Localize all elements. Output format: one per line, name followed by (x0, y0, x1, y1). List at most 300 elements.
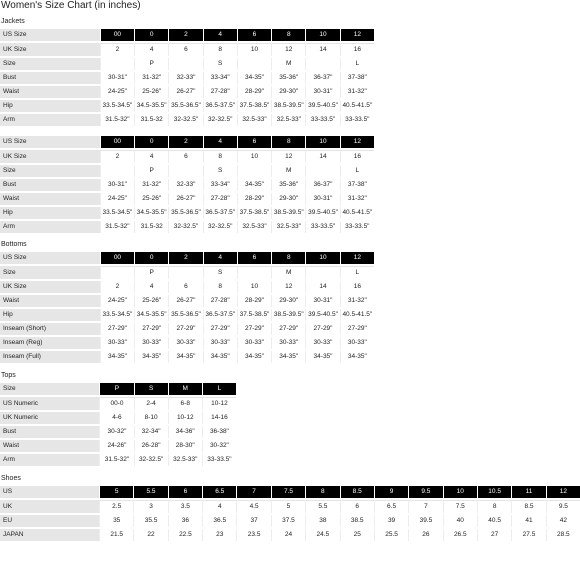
table-cell: 40.5-41.5" (340, 207, 374, 219)
table-row (0, 426, 236, 438)
table-cell: 34-35" (237, 351, 271, 363)
table-cell: 12 (340, 252, 374, 264)
table-cell: 28.5 (546, 529, 580, 541)
table-cell: 12 (271, 281, 305, 293)
table-cell: 30-33" (340, 337, 374, 349)
table-cell: 32.5-33" (237, 221, 271, 233)
table-cell: 12 (271, 150, 305, 163)
table-cell: 2.5 (99, 500, 133, 513)
table-cell: 00 (100, 252, 134, 264)
table-cell: 33-34" (203, 179, 237, 191)
table-row (0, 266, 374, 279)
table-cell: 24-25" (100, 295, 134, 307)
table-row (0, 207, 374, 219)
table-cell: 8.5 (340, 486, 374, 498)
table-cell: 30-33" (271, 337, 305, 349)
table-cell: 6-8 (168, 397, 202, 410)
table-cell: 6 (168, 486, 202, 498)
table-cell: 38.5-39.5" (271, 309, 305, 321)
table-cell: 24 (271, 529, 305, 541)
table-cell: 7 (236, 486, 270, 498)
row-label: Arm (0, 221, 100, 233)
table-cell: 8 (203, 150, 237, 163)
table-cell: 35.5-36.5" (168, 100, 202, 112)
table-cell: 2 (100, 150, 134, 163)
row-label: Waist (0, 193, 100, 205)
table-cell: 26-27" (168, 193, 202, 205)
table-cell: 37-38" (340, 179, 374, 191)
table-cell: 33-34" (203, 72, 237, 84)
table-cell: 2 (100, 281, 134, 293)
table-cell: M (271, 165, 305, 177)
table-cell: 37 (236, 515, 270, 527)
row-label: US Numeric (0, 397, 99, 410)
table-cell: 9.5 (546, 500, 580, 513)
table-cell: 37.5-38.5" (237, 100, 271, 112)
table-cell: 33-33.5" (340, 221, 374, 233)
table-row (0, 43, 374, 56)
table-cell: 27-29" (271, 323, 305, 335)
table-cell: 12 (271, 43, 305, 56)
table-cell: 25.5 (374, 529, 408, 541)
table-cell: 34-35" (237, 72, 271, 84)
table-cell: 4 (203, 252, 237, 264)
table-cell: 30-33" (100, 337, 134, 349)
table-cell: 3.5 (168, 500, 202, 513)
table-cell: 2 (100, 43, 134, 56)
table-cell: 8-10 (134, 412, 168, 424)
table-cell: S (203, 165, 237, 177)
table-cell: 25-26" (134, 295, 168, 307)
table-cell: 40.5 (477, 515, 511, 527)
table-cell: L (340, 58, 374, 70)
table-cell: 31.5-32 (134, 221, 168, 233)
table-cell: 32.5-33" (168, 454, 202, 466)
table-cell: 34-35" (168, 351, 202, 363)
table-cell: 12 (340, 29, 374, 41)
table-cell: 30-33" (203, 337, 237, 349)
table-cell: 31.5-32" (100, 221, 134, 233)
table-cell: 14 (305, 43, 339, 56)
table-cell: 37.5 (271, 515, 305, 527)
table-cell: 31-32" (134, 179, 168, 191)
table-cell: 10 (305, 136, 339, 148)
table-cell: 33-33.5" (340, 114, 374, 126)
table-cell: 6 (168, 150, 202, 163)
table-cell: 36 (168, 515, 202, 527)
jackets-size-table (0, 27, 374, 128)
table-cell: 34.5-35.5" (134, 309, 168, 321)
table-cell: 41 (511, 515, 545, 527)
table-cell: 36.5-37.5" (203, 207, 237, 219)
table-cell: 00 (100, 136, 134, 148)
table-cell: 12 (546, 486, 580, 498)
table-cell: 24.5 (305, 529, 339, 541)
table-cell: 8 (203, 43, 237, 56)
table-row (0, 440, 236, 452)
table-cell: S (203, 58, 237, 70)
table-cell: 32-33" (168, 72, 202, 84)
table-cell: 2 (168, 136, 202, 148)
table-row (0, 150, 374, 163)
table-cell: 11 (511, 486, 545, 498)
table-cell: 32-32.5" (203, 221, 237, 233)
table-cell: 36-38" (202, 426, 236, 438)
table-cell: 6 (168, 43, 202, 56)
table-cell: 10 (305, 29, 339, 41)
table-cell: 32.5-33" (237, 114, 271, 126)
table-cell: 34-35" (203, 351, 237, 363)
table-cell: 10 (237, 150, 271, 163)
table-row (0, 351, 374, 363)
table-cell: 32-32.5" (134, 454, 168, 466)
table-cell: 27 (477, 529, 511, 541)
table-cell (237, 165, 271, 177)
table-cell (237, 58, 271, 70)
row-label: Inseam (Full) (0, 351, 100, 363)
row-label: Arm (0, 114, 100, 126)
table-cell: 32-33" (168, 179, 202, 191)
table-cell: 4 (134, 281, 168, 293)
table-cell: 24-25" (100, 193, 134, 205)
table-cell: 2-4 (134, 397, 168, 410)
table-cell: 00 (100, 29, 134, 41)
row-label: Waist (0, 295, 100, 307)
table-cell: 40.5-41.5" (340, 309, 374, 321)
table-cell: 6.5 (374, 500, 408, 513)
table-cell: 34-35" (305, 351, 339, 363)
table-cell: 31-32" (340, 193, 374, 205)
table-cell: 10 (237, 281, 271, 293)
table-cell: 24-25" (100, 86, 134, 98)
table-cell: 29-30" (271, 86, 305, 98)
table-cell: 34.5-35.5" (134, 100, 168, 112)
table-cell: 3 (133, 500, 167, 513)
table-cell: 33.5-34.5" (100, 207, 134, 219)
table-cell: 4 (202, 500, 236, 513)
table-cell: 0 (134, 252, 168, 264)
table-cell: 36.5-37.5" (203, 309, 237, 321)
table-row (0, 515, 580, 527)
row-label: JAPAN (0, 529, 99, 541)
table-cell: 30-31" (305, 193, 339, 205)
table-row (0, 529, 580, 541)
table-cell: 5.5 (133, 486, 167, 498)
table-cell: 32-32.5" (168, 221, 202, 233)
table-cell: P (134, 58, 168, 70)
table-cell: 38.5-39.5" (271, 100, 305, 112)
section-heading-shoes: Shoes (1, 475, 21, 482)
table-cell: 29-30" (271, 295, 305, 307)
bottoms-size-table (0, 250, 374, 365)
table-row (0, 29, 374, 41)
table-cell (100, 58, 134, 70)
table-cell: 30-33" (237, 337, 271, 349)
table-cell: 26-27" (168, 86, 202, 98)
table-row (0, 486, 580, 498)
table-cell (168, 266, 202, 279)
table-cell: L (340, 266, 374, 279)
table-cell: 30-31" (305, 295, 339, 307)
table-cell: 27-29" (134, 323, 168, 335)
table-cell: 26.5 (443, 529, 477, 541)
row-label: UK Size (0, 43, 100, 56)
table-cell: 7.5 (271, 486, 305, 498)
row-label: US (0, 486, 99, 498)
row-label: Waist (0, 440, 99, 452)
table-cell: 6 (237, 29, 271, 41)
row-label: Size (0, 165, 100, 177)
table-cell: 6.5 (202, 486, 236, 498)
table-cell: 35.5-36.5" (168, 309, 202, 321)
table-cell: 27-29" (305, 323, 339, 335)
table-cell: 23 (202, 529, 236, 541)
table-cell: 2 (168, 29, 202, 41)
table-cell (305, 266, 339, 279)
table-cell: 40.5-41.5" (340, 100, 374, 112)
table-cell: 4 (134, 150, 168, 163)
table-cell: 16 (340, 281, 374, 293)
table-cell: 6 (340, 500, 374, 513)
table-cell: 10.5 (477, 486, 511, 498)
table-row (0, 179, 374, 191)
table-cell: P (99, 383, 133, 395)
table-cell: 34.5-35.5" (134, 207, 168, 219)
table-row (0, 58, 374, 70)
table-cell: 39.5 (408, 515, 442, 527)
table-cell: 6 (237, 252, 271, 264)
table-cell: 27-29" (237, 323, 271, 335)
table-cell: 38.5 (340, 515, 374, 527)
section-heading-tops: Tops (1, 372, 16, 379)
table-cell: 34-35" (237, 179, 271, 191)
table-cell: 9.5 (408, 486, 442, 498)
table-cell: 8 (203, 281, 237, 293)
table-cell: 10 (305, 252, 339, 264)
table-cell: 30-32" (202, 440, 236, 452)
table-cell: 8 (477, 500, 511, 513)
table-cell: 37.5-38.5" (237, 309, 271, 321)
shoes-size-table (0, 484, 580, 543)
table-cell (168, 165, 202, 177)
table-cell (305, 58, 339, 70)
row-label: UK (0, 500, 99, 513)
table-row (0, 165, 374, 177)
row-label: US Size (0, 252, 100, 264)
table-row (0, 252, 374, 264)
row-label: Bust (0, 426, 99, 438)
table-cell: 4-6 (99, 412, 133, 424)
table-cell: 27.5 (511, 529, 545, 541)
table-cell: 27-29" (168, 323, 202, 335)
table-cell: 27-28" (203, 193, 237, 205)
table-cell: 31.5-32" (100, 114, 134, 126)
row-label: Hip (0, 100, 100, 112)
table-cell: 30-31" (305, 86, 339, 98)
table-cell: 10 (237, 43, 271, 56)
table-cell: 37.5-38.5" (237, 207, 271, 219)
table-cell: 34-36" (168, 426, 202, 438)
table-cell: 00-0 (99, 397, 133, 410)
table-cell: 30-31" (100, 72, 134, 84)
table-cell (237, 266, 271, 279)
table-cell: 34-35" (100, 351, 134, 363)
table-cell: 30-31" (100, 179, 134, 191)
table-cell: 27-28" (203, 295, 237, 307)
table-cell: 22 (133, 529, 167, 541)
table-cell: 37-38" (340, 72, 374, 84)
table-cell: 31-32" (134, 72, 168, 84)
section-heading-bottoms: Bottoms (1, 241, 27, 248)
table-cell: 7 (408, 500, 442, 513)
table-cell: M (271, 266, 305, 279)
table-cell: L (202, 383, 236, 395)
table-cell: 26-27" (168, 295, 202, 307)
table-cell: 8.5 (511, 500, 545, 513)
table-cell: 16 (340, 43, 374, 56)
row-label: Bust (0, 72, 100, 84)
page-title: Women's Size Chart (in inches) (1, 0, 141, 11)
table-cell: 39.5-40.5" (305, 309, 339, 321)
table-cell: 0 (134, 136, 168, 148)
table-cell: 27-29" (203, 323, 237, 335)
row-label: Size (0, 266, 100, 279)
table-row (0, 193, 374, 205)
table-cell: 32-32.5" (168, 114, 202, 126)
table-cell: 4.5 (236, 500, 270, 513)
table-cell: 35-36" (271, 179, 305, 191)
table-row (0, 323, 374, 335)
table-cell: 4 (203, 136, 237, 148)
table-cell (168, 58, 202, 70)
table-cell: 23.5 (236, 529, 270, 541)
table-cell: 33-33.5" (305, 114, 339, 126)
table-cell: P (134, 165, 168, 177)
table-cell: 7.5 (443, 500, 477, 513)
table-row (0, 221, 374, 233)
table-cell: 32.5-33" (271, 221, 305, 233)
second-size-table (0, 134, 374, 235)
table-cell: 35-36" (271, 72, 305, 84)
row-label: Arm (0, 454, 99, 466)
table-cell: 8 (271, 136, 305, 148)
table-cell: 22.5 (168, 529, 202, 541)
table-row (0, 281, 374, 293)
table-cell: 39 (374, 515, 408, 527)
table-row (0, 412, 236, 424)
table-cell: 12 (340, 136, 374, 148)
table-cell: 4 (203, 29, 237, 41)
table-cell: 34-35" (271, 351, 305, 363)
table-cell: M (271, 58, 305, 70)
table-cell: 5 (271, 500, 305, 513)
row-label: Size (0, 58, 100, 70)
table-cell: L (340, 165, 374, 177)
table-cell: 32-32.5" (203, 114, 237, 126)
table-row (0, 309, 374, 321)
row-label: Hip (0, 309, 100, 321)
table-row (0, 86, 374, 98)
table-cell: 5.5 (305, 500, 339, 513)
table-cell: 26-28" (134, 440, 168, 452)
table-cell: 33.5-34.5" (100, 309, 134, 321)
table-row (0, 500, 580, 513)
row-label: UK Numeric (0, 412, 99, 424)
row-label: US Size (0, 136, 100, 148)
table-cell: 34-35" (340, 351, 374, 363)
table-cell: 30-32" (99, 426, 133, 438)
table-row (0, 295, 374, 307)
table-cell: 24-26" (99, 440, 133, 452)
row-label: EU (0, 515, 99, 527)
table-cell: 10 (443, 486, 477, 498)
table-row (0, 72, 374, 84)
table-cell: 30-33" (168, 337, 202, 349)
table-cell: 31-32" (340, 295, 374, 307)
row-label: US Size (0, 29, 100, 41)
table-cell: 30-33" (305, 337, 339, 349)
table-cell: 8 (271, 252, 305, 264)
table-cell: 28-29" (237, 86, 271, 98)
row-label: Bust (0, 179, 100, 191)
table-cell: 36-37" (305, 72, 339, 84)
table-cell: 39.5-40.5" (305, 100, 339, 112)
table-cell: 33-33.5" (305, 221, 339, 233)
table-cell: 27-29" (340, 323, 374, 335)
table-cell: 36-37" (305, 179, 339, 191)
row-label: Inseam (Reg) (0, 337, 100, 349)
table-cell: 38.5-39.5" (271, 207, 305, 219)
table-row (0, 397, 236, 410)
table-cell: P (134, 266, 168, 279)
table-cell: 35.5 (133, 515, 167, 527)
table-cell: 31.5-32" (99, 454, 133, 466)
table-cell: 30-33" (134, 337, 168, 349)
table-cell: 29-30" (271, 193, 305, 205)
table-cell (305, 165, 339, 177)
table-cell: 28-29" (237, 295, 271, 307)
table-cell: 40 (443, 515, 477, 527)
table-cell: S (134, 383, 168, 395)
table-row (0, 136, 374, 148)
table-cell: 32-34" (134, 426, 168, 438)
table-cell: 32.5-33" (271, 114, 305, 126)
table-row (0, 337, 374, 349)
table-cell: 26 (408, 529, 442, 541)
row-label: UK Size (0, 150, 100, 163)
table-row (0, 100, 374, 112)
row-label: Waist (0, 86, 100, 98)
table-cell: S (203, 266, 237, 279)
table-cell: 28-30" (168, 440, 202, 452)
table-cell: 35.5-36.5" (168, 207, 202, 219)
table-cell: 8 (305, 486, 339, 498)
section-heading-jackets: Jackets (1, 18, 25, 25)
table-cell: 2 (168, 252, 202, 264)
tops-size-table (0, 381, 236, 468)
table-cell: 27-29" (100, 323, 134, 335)
row-label: Inseam (Short) (0, 323, 100, 335)
table-cell: 25-26" (134, 86, 168, 98)
table-row (0, 454, 236, 466)
table-cell: 14-16 (202, 412, 236, 424)
table-cell: 36.5 (202, 515, 236, 527)
table-cell: 10-12 (202, 397, 236, 410)
table-cell: 6 (168, 281, 202, 293)
table-cell: 6 (237, 136, 271, 148)
table-cell (100, 266, 134, 279)
table-cell: M (168, 383, 202, 395)
